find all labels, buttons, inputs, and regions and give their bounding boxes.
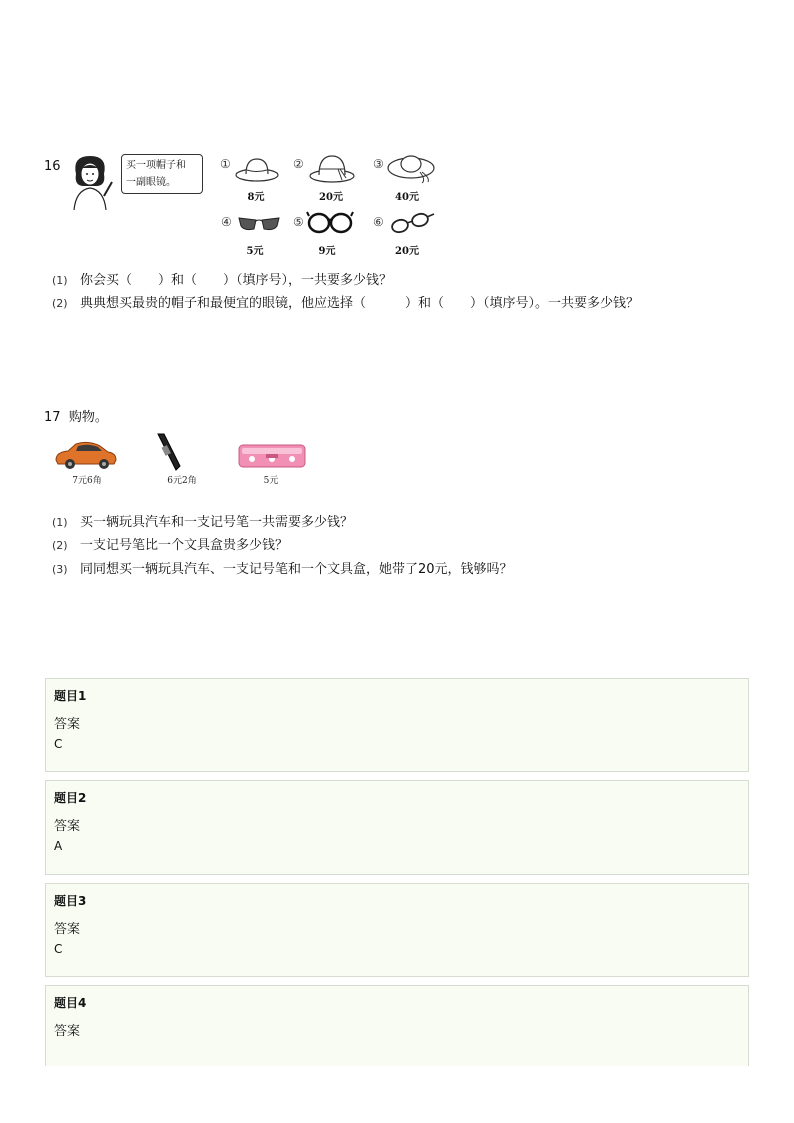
answer-value: A <box>54 839 63 853</box>
toy-car-price: 7元6角 <box>72 476 102 486</box>
q16-part-2 <box>52 292 639 311</box>
question-17-title: 购物。 <box>68 410 108 425</box>
question-16-number: 16 <box>44 159 61 174</box>
answer-title: 题目3 <box>54 894 87 908</box>
glasses-4-mark: ④ <box>221 215 232 229</box>
glasses-6-icon <box>388 210 436 236</box>
answer-value: C <box>54 942 63 956</box>
glasses-6-mark: ⑥ <box>373 215 384 229</box>
hat-2-price: 20元 <box>319 192 343 203</box>
answer-label: 答案 <box>54 819 81 834</box>
part-index: (1) <box>52 274 68 287</box>
part-text: 一支记号笔比一个文具盒贵多少钱？ <box>80 538 289 553</box>
answer-box-1 <box>45 678 749 772</box>
marker-pen-icon <box>154 432 184 472</box>
hat-1-price: 8元 <box>247 192 265 203</box>
answer-title: 题目4 <box>54 996 87 1010</box>
hat-1-icon <box>234 155 280 183</box>
q17-part-3 <box>52 558 513 577</box>
answer-label: 答案 <box>54 717 81 732</box>
glasses-4-icon <box>236 212 282 236</box>
toy-car-icon <box>54 438 118 470</box>
part-text: 典典想买最贵的帽子和最便宜的眼镜，他应选择（ ）和（ ）（填序号）。一共要多少钱？ <box>80 296 640 311</box>
part-text: 买一辆玩具汽车和一支记号笔一共需要多少钱？ <box>80 515 354 530</box>
glasses-5-mark: ⑤ <box>293 215 304 229</box>
glasses-4-price: 5元 <box>246 246 264 257</box>
speech-line-2: 一副眼镜。 <box>126 177 176 188</box>
hat-3-price: 40元 <box>395 192 419 203</box>
glasses-5-price: 9元 <box>318 246 336 257</box>
answer-title: 题目1 <box>54 689 87 703</box>
part-index: (3) <box>52 563 68 576</box>
answer-box-4 <box>45 985 749 1066</box>
answer-label: 答案 <box>54 1024 81 1039</box>
q16-part-1 <box>52 269 392 288</box>
answer-box-3 <box>45 883 749 977</box>
part-index: (2) <box>52 539 68 552</box>
part-text: 你会买（ ）和（ ）（填序号），一共要多少钱？ <box>80 273 393 288</box>
speech-line-1: 买一项帽子和 <box>126 160 186 171</box>
part-text: 同同想买一辆玩具汽车、一支记号笔和一个文具盒，她带了20元，钱够吗？ <box>80 562 513 577</box>
answer-label: 答案 <box>54 922 81 937</box>
question-17-number: 17 <box>44 410 61 425</box>
speech-bubble <box>121 154 203 194</box>
answer-value: C <box>54 737 63 751</box>
hat-2-mark: ② <box>293 157 304 171</box>
glasses-6-price: 20元 <box>395 246 419 257</box>
hat-3-icon <box>386 150 436 184</box>
q17-part-2 <box>52 534 288 553</box>
girl-illustration <box>66 152 116 212</box>
answer-box-2 <box>45 780 749 875</box>
hat-3-mark: ③ <box>373 157 384 171</box>
glasses-5-icon <box>306 208 354 236</box>
marker-pen-price: 6元2角 <box>167 476 197 486</box>
part-index: (2) <box>52 297 68 310</box>
pencil-case-icon <box>238 444 306 468</box>
hat-1-mark: ① <box>220 157 231 171</box>
q17-part-1 <box>52 511 353 530</box>
pencil-case-price: 5元 <box>263 476 279 486</box>
question-17-header <box>44 406 108 425</box>
answer-title: 题目2 <box>54 791 87 805</box>
hat-2-icon <box>308 152 356 184</box>
part-index: (1) <box>52 516 68 529</box>
